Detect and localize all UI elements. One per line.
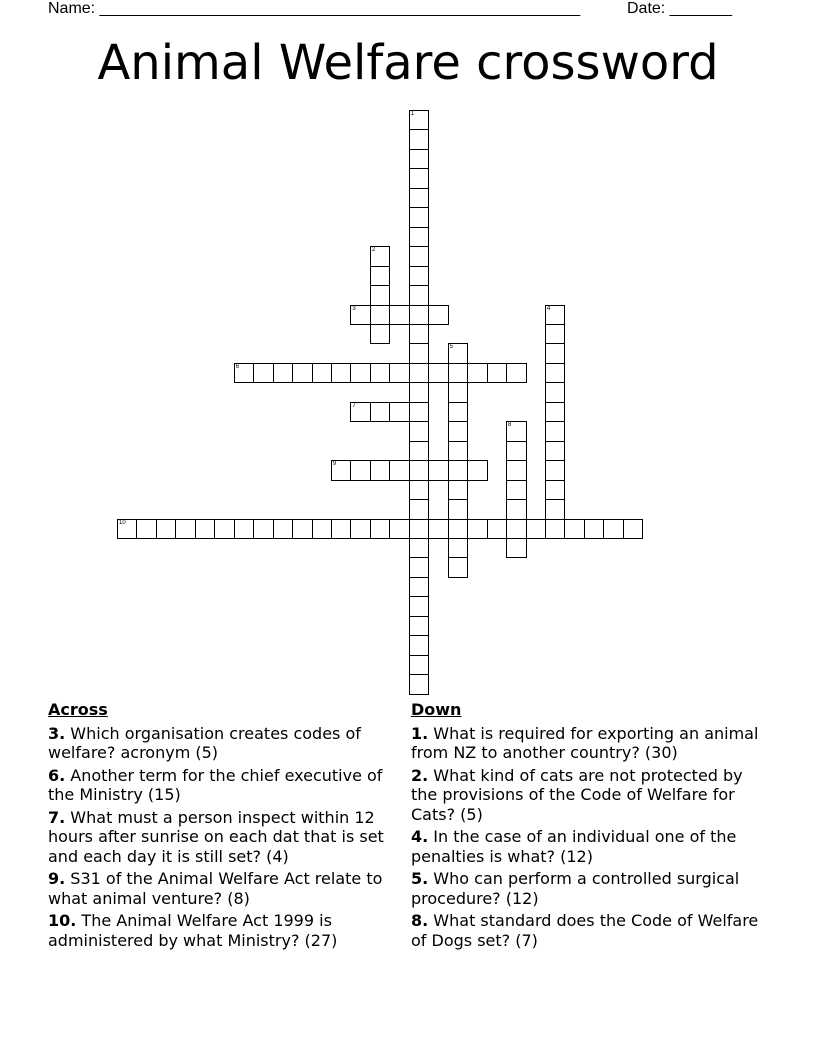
grid-cell[interactable]	[370, 402, 391, 423]
clue-number: 2.	[411, 765, 429, 785]
clue-number: 10.	[48, 911, 77, 930]
grid-cell[interactable]	[409, 382, 430, 403]
clue-text: What standard does the Code of Welfare of Dogs set? (7)	[411, 911, 759, 950]
grid-cell[interactable]	[506, 421, 527, 442]
grid-cell[interactable]	[487, 363, 508, 384]
grid-cell[interactable]	[409, 577, 430, 598]
across-clue	[48, 869, 398, 908]
grid-cell[interactable]	[409, 557, 430, 578]
grid-cell[interactable]	[448, 402, 469, 423]
grid-cell[interactable]	[448, 538, 469, 559]
grid-cell[interactable]	[448, 441, 469, 462]
grid-cell[interactable]	[545, 324, 566, 345]
grid-cell[interactable]	[350, 305, 371, 326]
grid-cell[interactable]	[350, 363, 371, 384]
grid-cell[interactable]	[448, 363, 469, 384]
grid-cell[interactable]	[370, 305, 391, 326]
clue-number: 4.	[411, 827, 429, 846]
grid-cell[interactable]	[545, 441, 566, 462]
grid-cell[interactable]	[409, 149, 430, 170]
grid-cell[interactable]	[175, 519, 196, 540]
grid-cell[interactable]	[292, 363, 313, 384]
grid-cell[interactable]	[389, 402, 410, 423]
grid-cell[interactable]	[409, 324, 430, 345]
grid-cell[interactable]	[545, 343, 566, 364]
clue-text: What kind of cats are not protected by the provisions of the Code of Welfare for Cats? (5)	[411, 765, 743, 824]
grid-cell[interactable]	[506, 480, 527, 501]
down-clue	[411, 911, 761, 950]
grid-cell[interactable]	[506, 460, 527, 481]
grid-cell[interactable]	[448, 499, 469, 520]
grid-cell[interactable]	[389, 519, 410, 540]
clue-text: In the case of an individual one of the penalties is what? (12)	[411, 827, 737, 866]
grid-cell[interactable]	[312, 519, 333, 540]
grid-cell[interactable]	[253, 519, 274, 540]
date-field-label: Date: _______	[627, 0, 732, 17]
across-clue	[48, 911, 398, 950]
clue-text: S31 of the Animal Welfare Act relate to what animal venture? (8)	[48, 869, 383, 908]
grid-cell[interactable]	[370, 324, 391, 345]
grid-cell[interactable]	[409, 207, 430, 228]
down-clue	[411, 724, 761, 763]
grid-cell[interactable]	[545, 499, 566, 520]
grid-cell[interactable]	[409, 363, 430, 384]
grid-cell[interactable]	[409, 266, 430, 287]
grid-cell[interactable]	[370, 460, 391, 481]
grid-cell[interactable]	[156, 519, 177, 540]
grid-cell[interactable]	[234, 363, 255, 384]
grid-cell[interactable]	[195, 519, 216, 540]
grid-cell[interactable]	[448, 480, 469, 501]
clue-number: 9.	[48, 869, 66, 888]
grid-cell[interactable]	[448, 382, 469, 403]
cell-number: 4	[546, 305, 551, 312]
cell-number: 5	[449, 344, 453, 351]
grid-cell[interactable]	[409, 499, 430, 520]
grid-cell[interactable]	[545, 382, 566, 403]
grid-cell[interactable]	[331, 519, 352, 540]
grid-cell[interactable]	[409, 655, 430, 676]
grid-cell[interactable]	[526, 519, 547, 540]
grid-cell[interactable]	[409, 246, 430, 267]
grid-cell[interactable]	[409, 188, 430, 209]
clue-number: 6.	[48, 765, 66, 785]
across-clue	[48, 808, 398, 867]
grid-cell[interactable]	[467, 460, 488, 481]
grid-cell[interactable]	[117, 519, 138, 540]
grid-cell[interactable]	[506, 441, 527, 462]
cell-number: 3	[352, 305, 356, 312]
grid-cell[interactable]	[506, 519, 527, 540]
across-clues	[48, 700, 398, 953]
grid-cell[interactable]	[448, 460, 469, 481]
grid-cell[interactable]	[389, 363, 410, 384]
grid-cell[interactable]	[448, 519, 469, 540]
grid-cell[interactable]	[389, 460, 410, 481]
grid-cell[interactable]	[506, 363, 527, 384]
cell-number: 9	[332, 461, 337, 468]
grid-cell[interactable]	[409, 421, 430, 442]
down-heading: Down	[411, 700, 462, 719]
grid-cell[interactable]	[409, 674, 430, 695]
grid-cell[interactable]	[428, 305, 449, 326]
down-clue	[411, 827, 761, 866]
grid-cell[interactable]	[448, 557, 469, 578]
grid-cell[interactable]	[506, 499, 527, 520]
grid-cell[interactable]	[312, 363, 333, 384]
grid-cell[interactable]	[564, 519, 585, 540]
grid-cell[interactable]	[428, 460, 449, 481]
grid-cell[interactable]	[253, 363, 274, 384]
across-clue	[48, 766, 398, 805]
grid-cell[interactable]	[409, 285, 430, 306]
grid-cell[interactable]	[350, 402, 371, 423]
across-clue-list	[48, 724, 398, 951]
grid-cell[interactable]	[409, 402, 430, 423]
clue-text: Which organisation creates codes of welfare? acronym (5)	[48, 723, 361, 762]
grid-cell[interactable]	[545, 305, 566, 326]
grid-cell[interactable]	[506, 538, 527, 559]
grid-cell[interactable]	[409, 460, 430, 481]
grid-cell[interactable]	[389, 305, 410, 326]
grid-cell[interactable]	[370, 363, 391, 384]
cell-number: 2	[371, 247, 376, 254]
grid-cell[interactable]	[545, 519, 566, 540]
clue-number: 1.	[411, 723, 429, 743]
grid-cell[interactable]	[545, 363, 566, 384]
grid-cell[interactable]	[409, 596, 430, 617]
grid-cell[interactable]	[370, 246, 391, 267]
clue-number: 3.	[48, 723, 66, 743]
grid-cell[interactable]	[448, 343, 469, 364]
clue-number: 5.	[411, 869, 429, 888]
down-clue	[411, 869, 761, 908]
clue-number: 8.	[411, 911, 429, 930]
clue-text: Another term for the chief executive of the Ministry (15)	[48, 765, 383, 804]
grid-cell[interactable]	[409, 441, 430, 462]
grid-cell[interactable]	[409, 227, 430, 248]
grid-cell[interactable]	[409, 480, 430, 501]
grid-cell[interactable]	[623, 519, 644, 540]
cell-number: 7	[352, 402, 356, 409]
grid-cell[interactable]	[350, 460, 371, 481]
grid-cell[interactable]	[448, 421, 469, 442]
grid-cell[interactable]	[409, 129, 430, 150]
clue-text: The Animal Welfare Act 1999 is administered by what Ministry? (27)	[48, 911, 338, 950]
grid-cell[interactable]	[214, 519, 235, 540]
grid-cell[interactable]	[409, 519, 430, 540]
grid-cell[interactable]	[331, 363, 352, 384]
cell-number: 1	[410, 111, 415, 117]
cell-number: 8	[508, 422, 512, 429]
clue-text: What is required for exporting an animal from NZ to another country? (30)	[411, 723, 759, 762]
grid-cell[interactable]	[545, 421, 566, 442]
grid-cell[interactable]	[136, 519, 157, 540]
grid-cell[interactable]	[584, 519, 605, 540]
grid-cell[interactable]	[273, 519, 294, 540]
grid-cell[interactable]	[487, 519, 508, 540]
grid-cell[interactable]	[428, 363, 449, 384]
grid-cell[interactable]	[545, 460, 566, 481]
across-clue	[48, 724, 398, 763]
grid-cell[interactable]	[409, 305, 430, 326]
grid-cell[interactable]	[409, 343, 430, 364]
page-title: Animal Welfare crossword	[97, 35, 719, 91]
grid-cell[interactable]	[409, 110, 430, 131]
clue-number: 7.	[48, 807, 66, 827]
clue-text: What must a person inspect within 12 hours after sunrise on each dat that is set and each day it is still set? (4)	[48, 807, 384, 866]
cell-number: 6	[235, 363, 240, 370]
grid-cell[interactable]	[331, 460, 352, 481]
across-heading: Across	[48, 700, 108, 719]
grid-cell[interactable]	[292, 519, 313, 540]
grid-cell[interactable]	[545, 402, 566, 423]
grid-cell[interactable]	[603, 519, 624, 540]
clue-text: Who can perform a controlled surgical procedure? (12)	[411, 869, 740, 908]
grid-cell[interactable]	[428, 519, 449, 540]
grid-cell[interactable]	[273, 363, 294, 384]
grid-cell[interactable]	[467, 519, 488, 540]
down-clues	[411, 700, 761, 953]
cell-number: 10	[119, 519, 126, 526]
grid-cell[interactable]	[409, 635, 430, 656]
grid-cell[interactable]	[370, 266, 391, 287]
grid-cell[interactable]	[409, 538, 430, 559]
grid-cell[interactable]	[545, 480, 566, 501]
name-field-label: Name: ______________________________________________________	[48, 0, 581, 17]
grid-cell[interactable]	[234, 519, 255, 540]
grid-cell[interactable]	[370, 285, 391, 306]
grid-cell[interactable]	[409, 168, 430, 189]
grid-cell[interactable]	[467, 363, 488, 384]
grid-cell[interactable]	[350, 519, 371, 540]
down-clue	[411, 766, 761, 825]
grid-cell[interactable]	[370, 519, 391, 540]
grid-cell[interactable]	[409, 616, 430, 637]
down-clue-list	[411, 724, 761, 951]
